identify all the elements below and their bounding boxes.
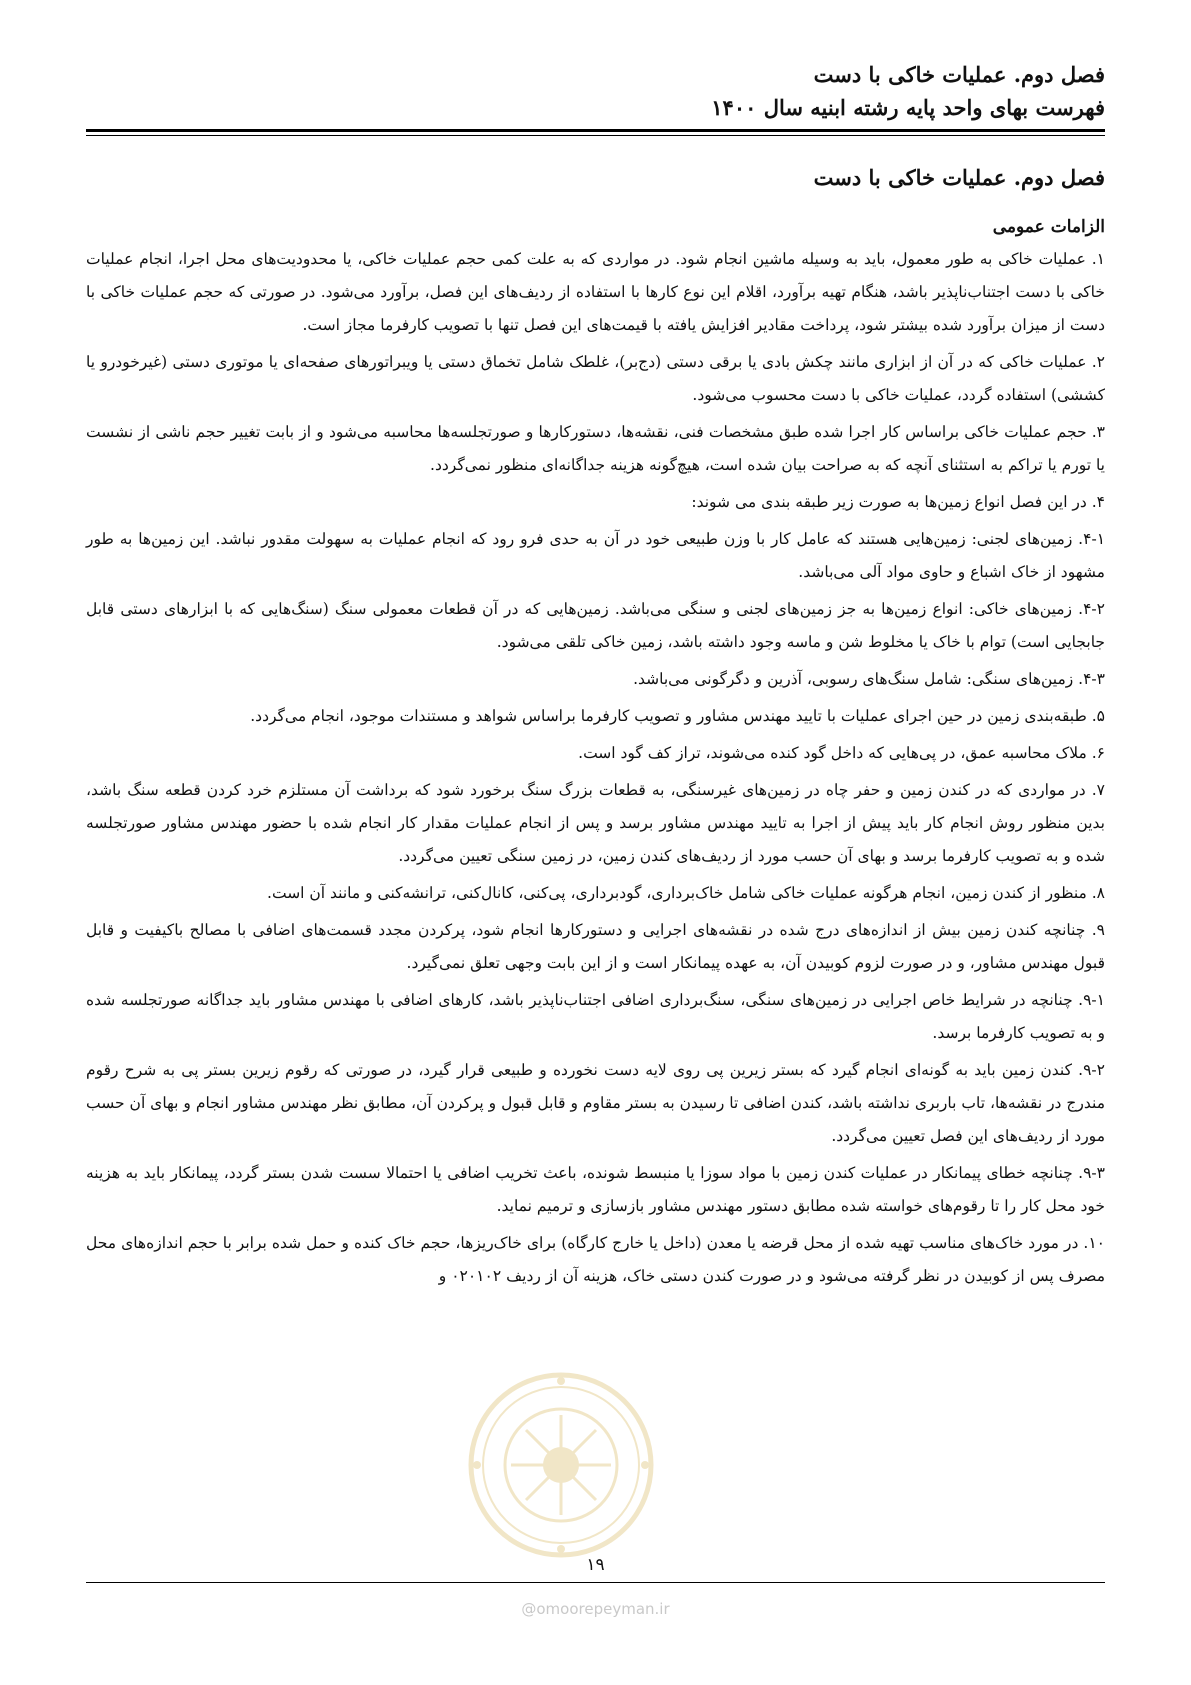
paragraph-9-2: ۹-۲. کندن زمین باید به گونه‌ای انجام گیرد که بستر زیرین پی روی لایه دست نخورده و طبیعی قرار گیرد، در صورتی که رقوم زیرین بستر پی به شرح رقوم مندرج در نقشه‌ها، تاب باربری نداشته باشد، کندن اضافی تا رسیدن به بستر مقاوم و قابل قبول و پرکردن آن، مطابق نظر مهندس مشاور انجام و بهای آن حسب مورد از ردیف‌های این فصل تعیین می‌گردد. [86,1061,1105,1145]
paragraph-10: ۱۰. در مورد خاک‌های مناسب تهیه شده از محل قرضه یا معدن (داخل یا خارج کارگاه) برای خاک‌ریزها، حجم خاک کنده و حمل شده برابر با حجم اندازه‌های محل مصرف پس از کوبیدن در نظر گرفته می‌شود و در صورت کندن دستی خاک، هزینه آن از ردیف ۰۲۰۱۰۲ و [86,1234,1105,1285]
paragraph-8: ۸. منظور از کندن زمین، انجام هرگونه عملیات خاکی شامل خاک‌برداری، گودبرداری، پی‌کنی، کانال‌کنی، ترانشه‌کنی و مانند آن است. [267,884,1105,902]
header-pricelist-line: فهرست بهای واحد پایه رشته ابنیه سال ۱۴۰۰ [711,95,1105,120]
header-chapter-line: فصل دوم. عملیات خاکی با دست [813,62,1105,87]
paragraph-5: ۵. طبقه‌بندی زمین در حین اجرای عملیات با تایید مهندس مشاور و تصویب کارفرما براساس شواهد و مستندات موجود، انجام می‌گردد. [250,707,1105,725]
footer-rule [86,1582,1105,1583]
paragraph-9-3: ۹-۳. چنانچه خطای پیمانکار در عملیات کندن زمین با مواد سوزا یا منبسط شونده، باعث تخریب اضافی یا احتمالا سست شدن بستر گردد، پیمانکار باید به هزینه خود محل کار را تا رقوم‌های خواسته شده مطابق دستور مهندس مشاور بازسازی و ترمیم نماید. [86,1164,1105,1215]
paragraph-3: ۳. حجم عملیات خاکی براساس کار اجرا شده طبق مشخصات فنی، نقشه‌ها، دستورکارها و صورتجلسه‌ها محاسبه می‌شود و از بابت تغییر حجم ناشی از نشست یا تورم یا تراکم به استثنای آنچه که به صراحت بیان شده است، هیچ‌گونه هزینه جداگانه‌ای منظور نمی‌گردد. [86,423,1105,474]
watermark-seal-icon [466,1370,656,1560]
paragraph-9: ۹. چنانچه کندن زمین بیش از اندازه‌های درج شده در نقشه‌های اجرایی و دستورکارها انجام شود، پرکردن مجدد قسمت‌های اضافی با مصالح باکیفیت و قابل قبول مهندس مشاور، و در صورت لزوم کوبیدن آن، به عهده پیمانکار است و از این بابت وجهی تعلق نمی‌گیرد. [86,921,1105,972]
paragraph-1: ۱. عملیات خاکی به طور معمول، باید به وسیله ماشین انجام شود. در مواردی که به علت کمی حجم عملیات خاکی، یا محدودیت‌های محل اجرا، انجام عملیات خاکی با دست اجتناب‌ناپذیر باشد، هنگام تهیه برآورد، اقلام این نوع کارها با استفاده از ردیف‌های این فصل، برآورد می‌شود. در صورتی که حجم عملیات خاکی با دست از میزان برآورد شده بیشتر شود، پرداخت مقادیر افزایش یافته با قیمت‌های این فصل تنها با تصویب کارفرما مجاز است. [86,250,1105,334]
chapter-title: فصل دوم. عملیات خاکی با دست [813,165,1105,190]
paragraph-4-2: ۴-۲. زمین‌های خاکی: انواع زمین‌ها به جز زمین‌های لجنی و سنگی می‌باشد. زمین‌هایی که در آن قطعات معمولی سنگ (سنگ‌هایی که با ابزارهای دستی قابل جابجایی است) توام با خاک یا مخلوط شن و ماسه وجود داشته باشد، زمین خاکی تلقی می‌شود. [86,600,1105,651]
paragraph-7: ۷. در مواردی که در کندن زمین و حفر چاه در زمین‌های غیرسنگی، به قطعات بزرگ سنگ برخورد شود که برداشت آن مستلزم خرد کردن قطعه سنگ باشد، بدین منظور روش انجام کار باید پیش از اجرا به تایید مهندس مشاور برسد و پس از انجام عملیات مقدار کار انجام شده با حضور مهندس مشاور صورتجلسه شده و به تصویب کارفرما برسد و بهای آن حسب مورد از ردیف‌های کندن زمین، در زمین سنگی تعیین می‌گردد. [86,781,1105,865]
page-number: ۱۹ [586,1555,605,1575]
paragraph-4: ۴. در این فصل انواع زمین‌ها به صورت زیر طبقه بندی می شوند: [691,493,1105,511]
paragraph-2: ۲. عملیات خاکی که در آن از ابزاری مانند چکش بادی یا برقی دستی (دج‌بر)، غلطک شامل تخماق دستی یا ویبراتورهای صفحه‌ای یا موتوری دستی (غیرخودرو یا کششی) استفاده گردد، عملیات خاکی با دست محسوب می‌شود. [86,353,1105,404]
paragraph-6: ۶. ملاک محاسبه عمق، در پی‌هایی که داخل گود کنده می‌شوند، تراز کف گود است. [578,744,1105,762]
paragraph-4-3: ۴-۳. زمین‌های سنگی: شامل سنگ‌های رسوبی، آذرین و دگرگونی می‌باشد. [633,670,1105,688]
paragraph-9-1: ۹-۱. چنانچه در شرایط خاص اجرایی در زمین‌های سنگی، سنگ‌برداری اضافی اجتناب‌ناپذیر باشد، کارهای اضافی با مهندس مشاور باید جداگانه صورتجلسه شده و به تصویب کارفرما برسد. [86,991,1105,1042]
main-content [86,163,1105,1297]
section-title: الزامات عمومی [992,217,1105,237]
paragraph-4-1: ۴-۱. زمین‌های لجنی: زمین‌هایی هستند که عامل کار با وزن طبیعی خود در آن به حدی فرو رود که انجام عملیات به سهولت مقدور نباشد. این زمین‌ها به طور مشهود از خاک اشباع و حاوی مواد آلی می‌باشد. [86,530,1106,581]
running-header [86,58,1105,124]
watermark-url: @omoorepeyman.ir [521,1600,670,1618]
header-rule-thick [86,129,1105,132]
header-rule-thin [86,135,1105,136]
